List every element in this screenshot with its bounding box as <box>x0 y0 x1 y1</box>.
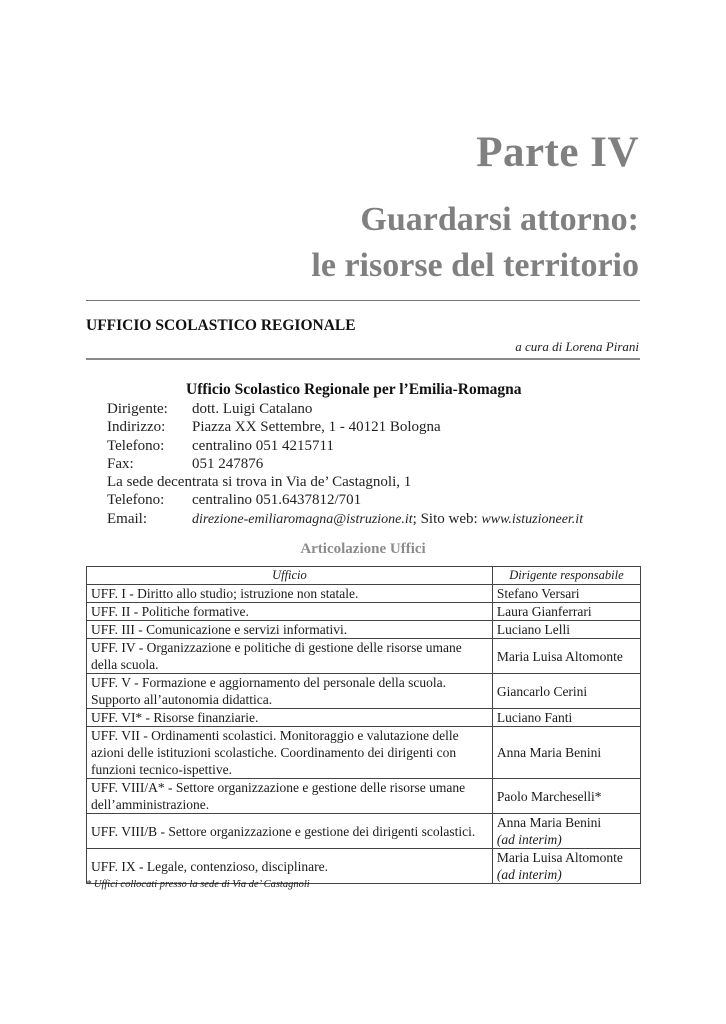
web-prefix: ; Sito web: <box>412 510 482 527</box>
office-title: Ufficio Scolastico Regionale per l’Emilia-Romagna <box>186 381 522 398</box>
telefono2-value: centralino 051.6437812/701 <box>192 492 362 509</box>
fax-label: Fax: <box>107 455 134 472</box>
table-row <box>87 585 641 603</box>
email-label: Email: <box>107 510 147 527</box>
contact-row-dirigente <box>107 400 583 418</box>
contact-block <box>107 400 583 529</box>
telefono-label: Telefono: <box>107 437 165 454</box>
header-dirigente: Dirigente responsabile <box>492 567 640 585</box>
dirigente-cell: Giancarlo Cerini <box>492 674 640 709</box>
contact-row-telefono <box>107 437 583 455</box>
table-row <box>87 674 641 709</box>
email-and-web <box>192 510 583 529</box>
table-footnote: * Uffici collocati presso la sede di Via de’ Castagnoli <box>86 879 310 890</box>
table-caption: Articolazione Uffici <box>300 541 426 557</box>
subtitle-line-1: Guardarsi attorno: <box>360 201 639 238</box>
table-row <box>87 709 641 727</box>
ufficio-cell: UFF. IV - Organizzazione e politiche di gestione delle risorse umane della scuola. <box>87 639 493 674</box>
dirigente-cell: Luciano Lelli <box>492 621 640 639</box>
table-header-row <box>87 567 641 585</box>
contact-row-fax <box>107 455 583 473</box>
dirigente-name: Anna Maria Benini <box>496 815 602 830</box>
curator-credit: a cura di Lorena Pirani <box>515 339 639 354</box>
table-row <box>87 603 641 621</box>
dirigente-cell: Luciano Fanti <box>492 709 640 727</box>
dirigente-cell: Laura Gianferrari <box>492 603 640 621</box>
telefono-value: centralino 051 4215711 <box>192 437 334 454</box>
sede-decentrata-text: La sede decentrata si trova in Via de’ Castagnoli, 1 <box>107 474 412 491</box>
ufficio-cell: UFF. VI* - Risorse finanziarie. <box>87 709 493 727</box>
ufficio-cell: UFF. V - Formazione e aggiornamento del personale della scuola. Supporto all’autonomia didattica. <box>87 674 493 709</box>
dirigente-cell: Maria Luisa Altomonte <box>492 639 640 674</box>
dirigente-cell: Anna Maria Benini <box>492 727 640 779</box>
interim-note: (ad interim) <box>496 832 562 847</box>
part-title: Parte IV <box>476 129 639 176</box>
divider-top <box>86 300 640 301</box>
table-row <box>87 779 641 814</box>
dirigente-value: dott. Luigi Catalano <box>192 401 313 417</box>
section-heading: UFFICIO SCOLASTICO REGIONALE <box>86 317 356 334</box>
table-row <box>87 727 641 779</box>
table-row <box>87 639 641 674</box>
indirizzo-label: Indirizzo: <box>107 419 166 436</box>
ufficio-cell: UFF. III - Comunicazione e servizi informativi. <box>87 621 493 639</box>
table-row <box>87 621 641 639</box>
ufficio-cell: UFF. VIII/A* - Settore organizzazione e gestione delle risorse umane dell’amministrazione. <box>87 779 493 814</box>
contact-row-telefono-2 <box>107 491 583 509</box>
dirigente-label: Dirigente: <box>107 401 168 417</box>
dirigente-cell <box>492 849 640 884</box>
ufficio-cell: UFF. II - Politiche formative. <box>87 603 493 621</box>
fax-value: 051 247876 <box>192 455 264 472</box>
contact-row-indirizzo <box>107 418 583 436</box>
interim-note: (ad interim) <box>496 867 562 882</box>
website-link[interactable]: www.istuzioneer.it <box>481 511 584 527</box>
sede-decentrata <box>107 473 583 491</box>
dirigente-cell: Paolo Marcheselli* <box>492 779 640 814</box>
subtitle-line-2: le risorse del territorio <box>311 247 639 284</box>
dirigente-name: Maria Luisa Altomonte <box>496 850 623 865</box>
ufficio-cell: UFF. VII - Ordinamenti scolastici. Monitoraggio e valutazione delle azioni delle istituzioni scolastiche. Coordinamento dei dirigenti con funzioni tecnico-ispettive. <box>87 727 493 779</box>
ufficio-cell: UFF. I - Diritto allo studio; istruzione non statale. <box>87 585 493 603</box>
ufficio-cell: UFF. VIII/B - Settore organizzazione e gestione dei dirigenti scolastici. <box>87 814 493 849</box>
offices-table <box>86 566 641 884</box>
header-ufficio: Ufficio <box>87 567 493 585</box>
dirigente-cell <box>492 814 640 849</box>
contact-row-email <box>107 510 583 529</box>
indirizzo-value: Piazza XX Settembre, 1 - 40121 Bologna <box>192 419 441 436</box>
email-link[interactable]: direzione-emiliaromagna@istruzione.it <box>192 511 413 527</box>
table-row <box>87 814 641 849</box>
chapter-subtitle <box>311 197 639 289</box>
divider-section <box>86 358 640 360</box>
dirigente-cell: Stefano Versari <box>492 585 640 603</box>
ufficio-cell: UFF. IX - Legale, contenzioso, disciplinare. <box>87 849 493 884</box>
telefono2-label: Telefono: <box>107 492 165 509</box>
